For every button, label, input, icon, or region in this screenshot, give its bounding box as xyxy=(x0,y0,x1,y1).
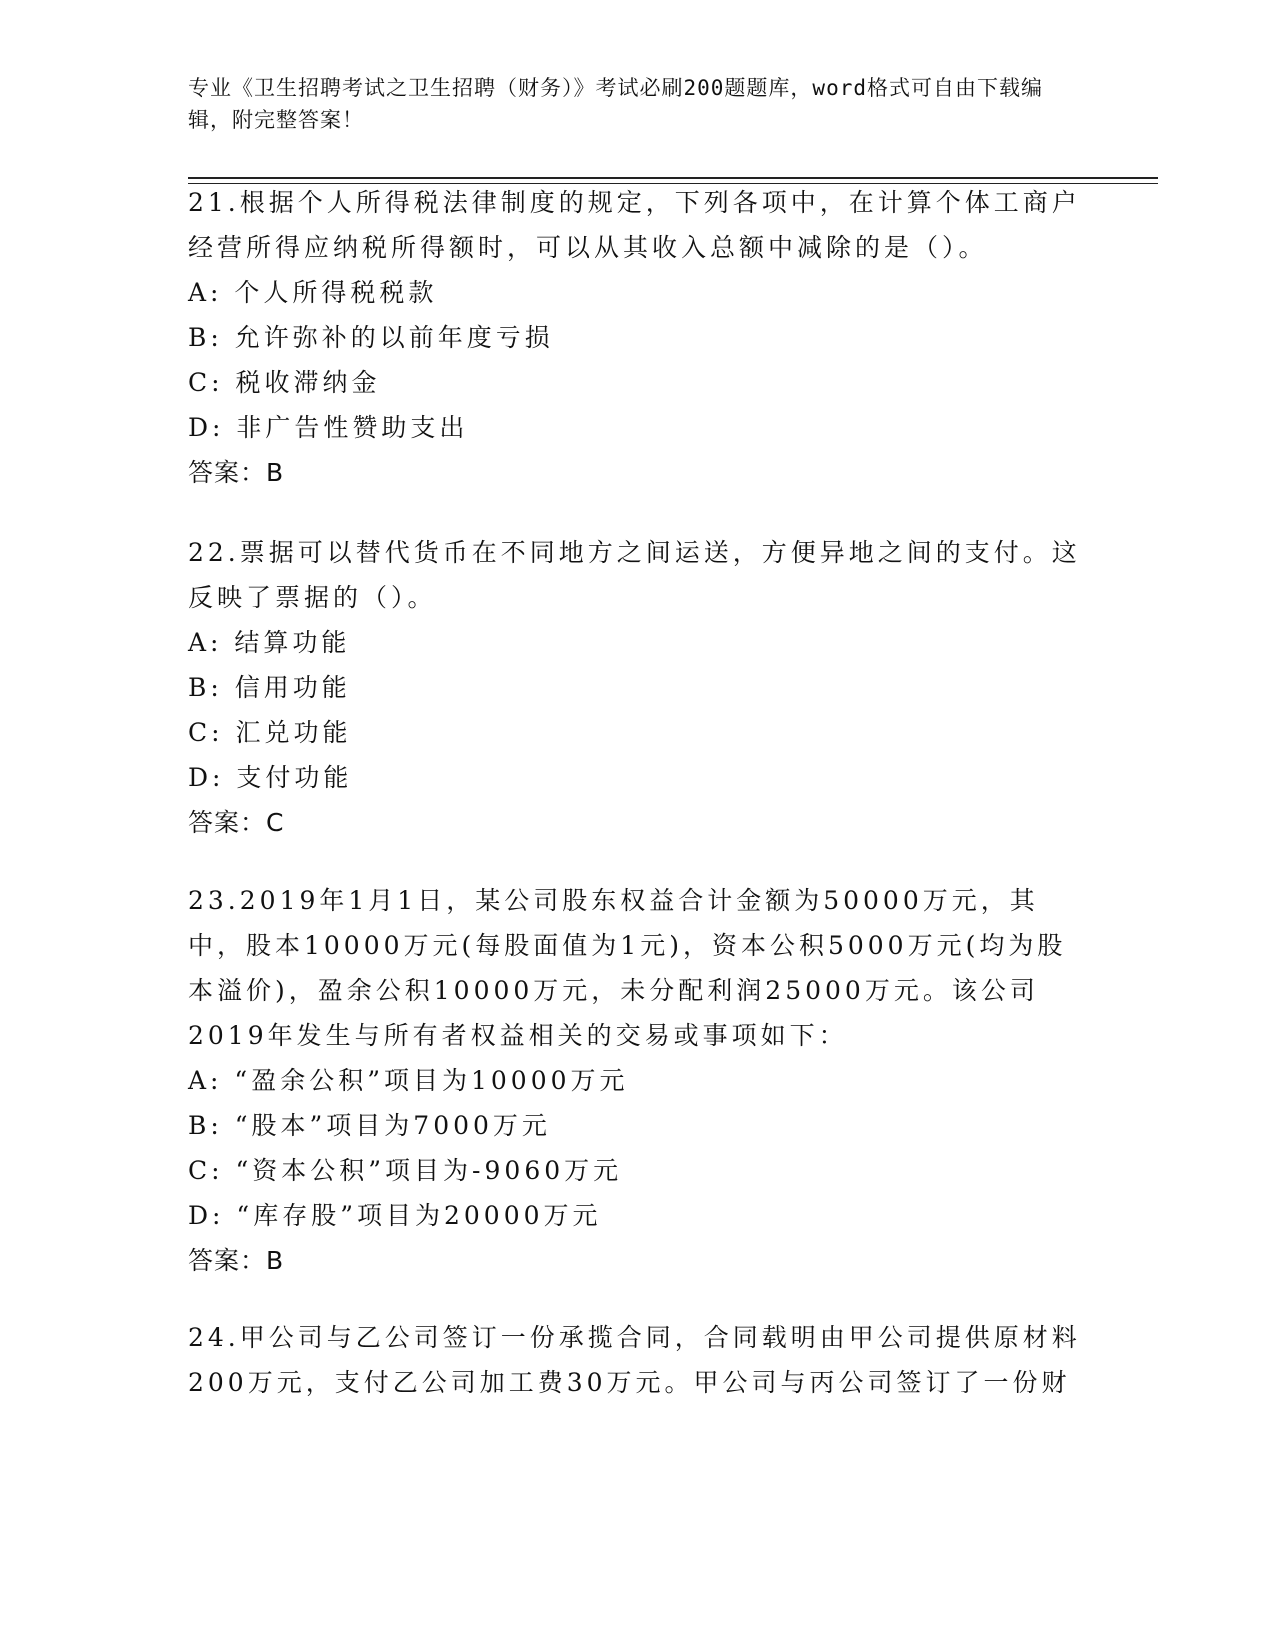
question-stem: 24.甲公司与乙公司签订一份承揽合同，合同载明由甲公司提供原材料200万元，支付乙公司加工费30万元。甲公司与丙公司签订了一份财 xyxy=(188,1323,1081,1397)
answer: 答案：B xyxy=(188,458,285,487)
option-b: B: “股本”项目为7000万元 xyxy=(188,1111,551,1140)
option-a: A: 个人所得税税款 xyxy=(188,278,438,307)
option-d: D: 非广告性赞助支出 xyxy=(188,413,469,442)
option-d: D: 支付功能 xyxy=(188,763,353,792)
question-23 xyxy=(188,878,1088,1283)
document-header: 专业《卫生招聘考试之卫生招聘（财务）》考试必刷200题题库，word格式可自由下载编辑，附完整答案！ xyxy=(188,76,1043,132)
answer: 答案：B xyxy=(188,1246,285,1275)
option-a: A: “盈余公积”项目为10000万元 xyxy=(188,1066,629,1095)
option-c: C: “资本公积”项目为-9060万元 xyxy=(188,1156,623,1185)
option-a: A: 结算功能 xyxy=(188,628,351,657)
question-24 xyxy=(188,1315,1088,1405)
option-c: C: 汇兑功能 xyxy=(188,718,352,747)
question-stem: 21.根据个人所得税法律制度的规定，下列各项中，在计算个体工商户经营所得应纳税所得额时，可以从其收入总额中减除的是（）。 xyxy=(188,188,1081,262)
answer: 答案：C xyxy=(188,808,285,837)
question-stem: 22.票据可以替代货币在不同地方之间运送，方便异地之间的支付。这反映了票据的（）。 xyxy=(188,538,1081,612)
question-stem: 23.2019年1月1日，某公司股东权益合计金额为50000万元，其中，股本10000万元(每股面值为1元)，资本公积5000万元(均为股本溢价)，盈余公积10000万元，未分配利润25000万元。该公司2019年发生与所有者权益相关的交易或事项如下： xyxy=(188,886,1067,1050)
question-22 xyxy=(188,530,1088,845)
option-d: D: “库存股”项目为20000万元 xyxy=(188,1201,602,1230)
option-b: B: 允许弥补的以前年度亏损 xyxy=(188,323,554,352)
question-21 xyxy=(188,180,1088,495)
option-b: B: 信用功能 xyxy=(188,673,351,702)
option-c: C: 税收滞纳金 xyxy=(188,368,381,397)
